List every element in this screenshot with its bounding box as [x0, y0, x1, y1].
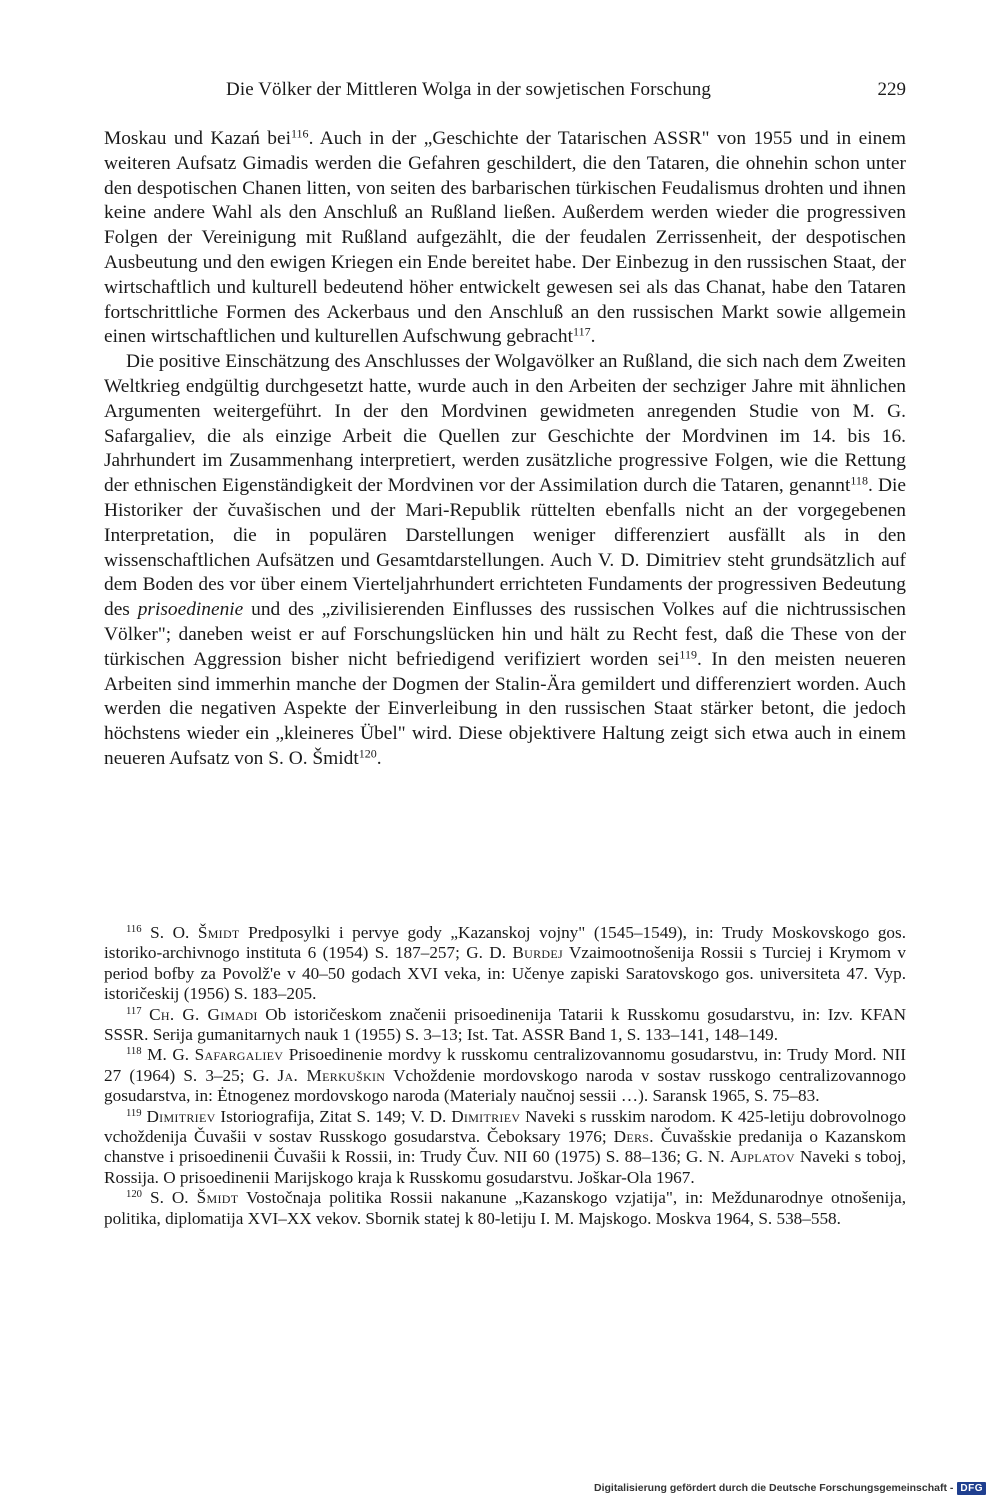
funding-note	[594, 1479, 986, 1497]
footnote-number: 120	[126, 1189, 142, 1201]
footnote-118	[104, 1045, 906, 1106]
footnote-120	[104, 1188, 906, 1229]
paragraph-1-text: Moskau und Kazań bei	[104, 128, 291, 149]
footnote-text: Ob istoričeskom značenii prisoedinenija Tatarii k Russkomu gosudarstvu, in: Izv. KFAN SSSR. Serija gumanitarnych nauk 1 (1955) S. 3–13; Ist. Tat. ASSR Band 1, S. 133–141, 148–149.	[104, 1004, 906, 1045]
author-name: Šmidt	[196, 1188, 239, 1208]
footnote-ref-120: 120	[358, 746, 377, 761]
footnote-text: M. G.	[147, 1045, 195, 1065]
footnote-117	[104, 1005, 906, 1046]
body-text	[104, 127, 906, 772]
paragraph-2-text: und des „zivilisierenden Einflusses des russischen Volkes auf die nichtrussischen Völker"; daneben weist er auf Forschungslücken hin und hält zu Recht fest, daß die These von der türkischen Aggression bisher nicht befriedigend verifiziert worden sei	[104, 599, 906, 670]
footnote-text: Naveki s toboj, Rossija. O prisoedinenii Marijskogo kraja k Russkomu gosudarstvu. Joškar-Ola 1967.	[104, 1147, 906, 1187]
italic-term: prisoedinenie	[137, 599, 244, 621]
author-name: Dimitriev	[146, 1106, 216, 1126]
footnote-text: Prisoedinenie mordvy k russkomu centralizovannomu gosudarstvu, in: Trudy Mord. NII 27 (1964) S. 3–25; G.	[104, 1045, 906, 1085]
author-name: Safargaliev	[194, 1045, 284, 1065]
author-name: Ders.	[613, 1127, 654, 1147]
funding-text: Digitalisierung gefördert durch die Deutsche Forschungsgemeinschaft -	[594, 1482, 954, 1494]
running-head	[104, 79, 906, 109]
author-name: Ch. G. Gimadi	[149, 1004, 258, 1024]
footnote-number: 116	[126, 924, 142, 936]
footnote-text: Naveki s russkim narodom. K 425-letiju dobrovolnogo vchoždenija Čuvašii v sostav Russkogo gosudarstva. Čeboksary 1976;	[104, 1106, 907, 1147]
footnote-ref-118: 118	[850, 473, 868, 488]
author-name: Dimitriev	[451, 1106, 521, 1126]
paragraph-1-text: .	[590, 326, 596, 348]
footnote-text: Vostočnaja politika Rossii nakanune „Kazanskogo vzjatija", in: Meždunarodnye otnošenija, politika, diplomatija XVI–XX vekov. Sbornik statej k 80-letiju I. M. Majskogo. Moskva 1964, S. 538–558.	[104, 1188, 906, 1228]
footnote-text: Predposylki i pervye gody „Kazanskoj vojny" (1545–1549), in: Trudy Moskovskogo gos. istoriko-archivnogo instituta 6 (1954) S. 187–257; G. D.	[104, 923, 906, 963]
paragraph-2-text: . Die Historiker der čuvašischen und der Mari-Republik rüttelten ebenfalls nicht an der vorgegebenen Interpretation, die in populären Darstellungen weniger differenziert ausfällt als in den wissenschaftlichen Aufsätzen und Gesamtdarstellungen. Auch V. D. Dimitriev steht grundsätzlich auf dem Boden des vor über einem Vierteljahrhundert errichteten Fundaments der progressiven Bedeutung des	[104, 475, 906, 621]
footnote-text: Istoriografija, Zitat S. 149; V. D.	[215, 1106, 452, 1126]
dfg-logo: DFG	[957, 1482, 986, 1495]
author-name: Ja. Merkuškin	[277, 1065, 386, 1085]
paragraph-2	[104, 350, 906, 772]
running-title: Die Völker der Mittleren Wolga in der sowjetischen Forschung	[226, 79, 711, 100]
footnote-116	[104, 923, 906, 1005]
footnote-ref-116: 116	[290, 126, 309, 141]
author-name: Ajplatov	[729, 1147, 795, 1167]
footnote-text: S. O.	[150, 923, 198, 942]
paragraph-2-text: Die positive Einschätzung des Anschlusses der Wolgavölker an Rußland, die sich nach dem Zweiten Weltkrieg endgültig durchgesetzt hatte, wurde auch in den Arbeiten der sechziger Jahre mit ähnlichen Argumenten weitergeführt. In der den Mordvinen gewidmeten anregenden Studie von M. G. Safargaliev, die als einzige Arbeit die Quellen zur Geschichte der Mordvinen im 14. bis 16. Jahrhundert im Zusammenhang interpretiert, werden zusätzliche progressive Folgen, wie die Rettung der ethnischen Eigenständigkeit der Mordvinen vor der Assimilation durch die Tataren, genannt	[104, 351, 906, 497]
footnote-number: 119	[126, 1107, 142, 1119]
paragraph-1	[104, 127, 906, 350]
paragraph-2-text: . In den meisten neueren Arbeiten sind immerhin manche der Dogmen der Stalin-Ära gemildert und differenziert worden. Auch werden die negativen Aspekte der Einverleibung in den russischen Staat stärker betont, die jedoch höchstens wieder ein „kleineres Übel" wird. Diese objektivere Haltung zeigt sich etwa auch in einem neueren Aufsatz von S. O. Šmidt	[104, 648, 906, 769]
footnotes	[104, 923, 906, 1229]
paragraph-1-text: . Auch in der „Geschichte der Tatarischen ASSR" von 1955 und in einem weiteren Aufsatz Gimadis werden die Gefahren geschildert, die den Tataren, die ohnehin schon unter den despotischen Chanen litten, von seiten des barbarischen türkischen Feudalismus drohten und ihnen keine andere Wahl als den Anschluß an Rußland ließen. Außerdem werden wieder die progressiven Folgen der Vereinigung mit Rußland aufgezählt, die der feudalen Zerrissenheit, der despotischen Ausbeutung und den ewigen Kriegen ein Ende bereitet habe. Der Einbezug in den russischen Staat, der wirtschaftlich und kulturell bedeutend höher entwickelt gewesen sei als das Chanat, habe den Tataren fortschrittliche Formen des Ackerbaus und den Anschluß an den russischen Markt sowie allgemein einen wirtschaftlichen und kulturellen Aufschwung gebracht	[104, 128, 906, 348]
footnote-text: S. O.	[150, 1188, 197, 1208]
footnote-ref-119: 119	[679, 647, 697, 662]
author-name: Burdej	[512, 943, 563, 963]
footnote-text: Vchoždenie mordovskogo naroda v sostav russkogo centralizovannogo gosudarstva, in: Ėtnogenez mordovskogo naroda (Materialy naučnoj sessii …). Saransk 1965, S. 75–83.	[104, 1065, 906, 1106]
footnote-number: 118	[126, 1046, 142, 1058]
page-number: 229	[877, 79, 906, 100]
footnote-text: Vzaimootnošenija Rossii s Turciej i Krymom v period bofby za Povolž'e v 40–50 godach XVI veka, in: Učenye zapiski Saratovskogo gos. universiteta 47. Vyp. istoričeskij (1956) S. 183–205.	[104, 943, 906, 1004]
paragraph-2-text: .	[376, 747, 382, 769]
author-name: Šmidt	[197, 923, 240, 942]
footnote-number: 117	[126, 1005, 142, 1017]
footnote-119	[104, 1107, 906, 1189]
footnote-text: Čuvašskie predanija o Kazanskom chanstve i prisoedinenii Čuvašii k Rossii, in: Trudy Čuv. NII 60 (1975) S. 88–136; G. N.	[104, 1127, 907, 1167]
footnote-ref-117: 117	[573, 324, 591, 339]
